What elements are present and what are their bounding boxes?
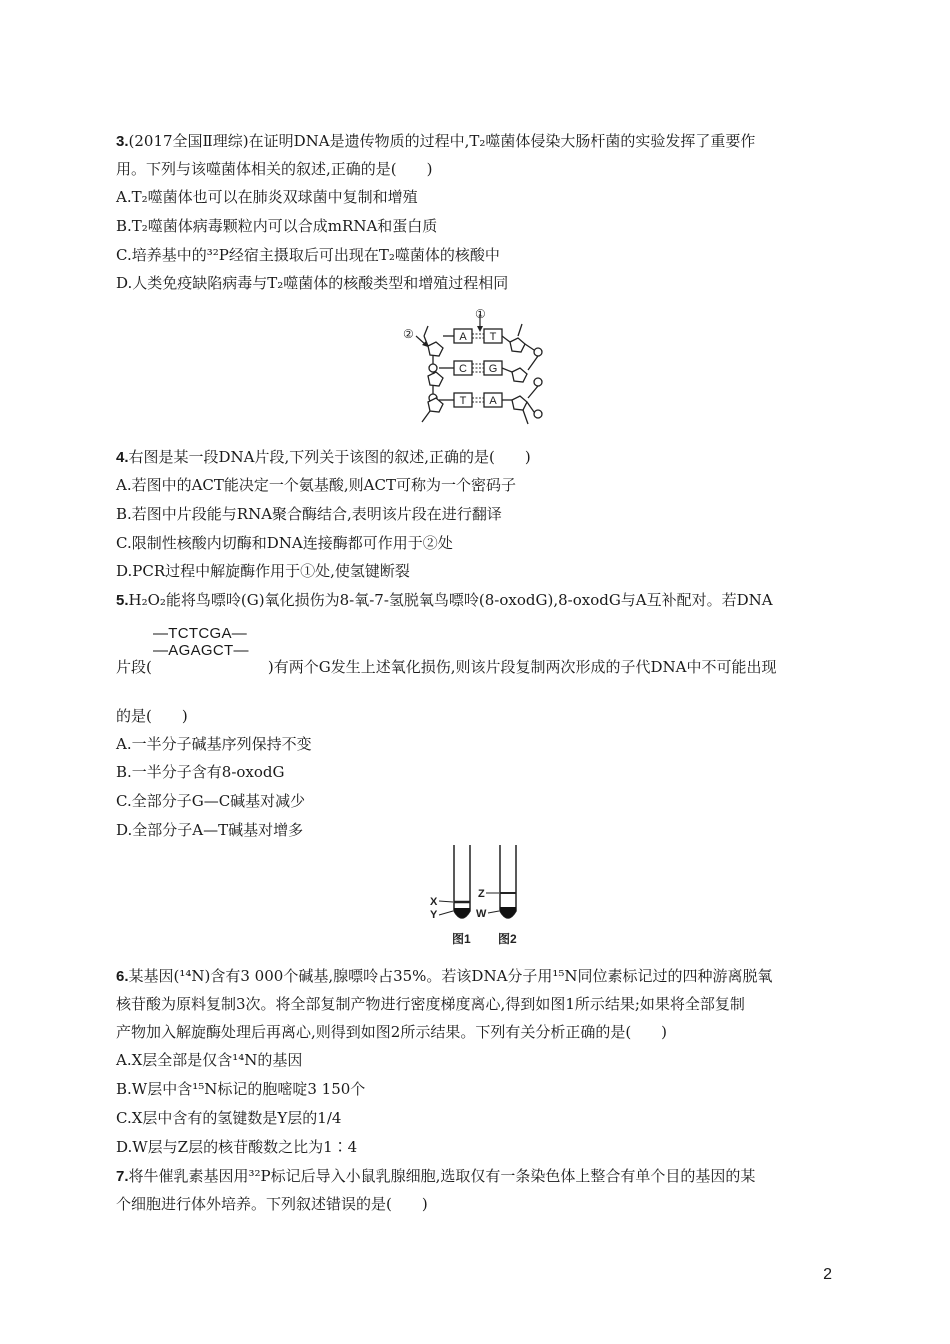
q4-number: 4. <box>116 449 129 466</box>
q5-stem-line1 <box>116 590 773 611</box>
base-pair-3-left: T <box>459 395 467 407</box>
right-sugar-1 <box>510 338 525 352</box>
marker-2-label: ② <box>403 327 414 341</box>
q5-stem-line2 <box>116 657 776 677</box>
left-sugar-2 <box>428 372 443 386</box>
q4-option-d: D.PCR过程中解旋酶作用于①处,使氢键断裂 <box>116 562 410 580</box>
q5-option-d: D.全部分子A—T碱基对增多 <box>116 821 304 839</box>
q5-stem-text1: H₂O₂能将鸟嘌呤(G)氧化损伤为8-氧-7-氢脱氧鸟嘌呤(8-oxodG),8-oxodG与A互补配对。若DNA <box>128 591 773 609</box>
base-pair-1-left: A <box>459 331 467 343</box>
tube-2-label-w: W <box>476 908 487 920</box>
q3-stem-line2: 用。下列与该噬菌体相关的叙述,正确的是( ) <box>116 160 433 178</box>
figure-1-caption: 图1 <box>452 932 471 946</box>
q6-option-d: D.W层与Z层的核苷酸数之比为1∶4 <box>116 1138 358 1156</box>
dna-sequence <box>153 625 269 661</box>
tube-2-label-z: Z <box>478 888 485 900</box>
q3-option-a: A.T₂噬菌体也可以在肺炎双球菌中复制和增殖 <box>116 188 418 206</box>
q5-option-a: A.一半分子碱基序列保持不变 <box>116 735 312 753</box>
dna-sequence-bottom: —AGAGCT— <box>153 642 249 659</box>
tube-2-band-w <box>500 907 516 918</box>
q6-stem-text1: 某基因(¹⁴N)含有3 000个碱基,腺嘌呤占35%。若该DNA分子用¹⁵N同位素标记过的四种游离脱氧 <box>128 967 773 985</box>
q6-stem-line2: 核苷酸为原料复制3次。将全部复制产物进行密度梯度离心,得到如图1所示结果;如果将全部复制 <box>116 995 745 1013</box>
q6-number: 6. <box>116 968 129 985</box>
q4-option-a: A.若图中的ACT能决定一个氨基酸,则ACT可称为一个密码子 <box>116 476 516 494</box>
dna-sequence-top: —TCTCGA— <box>153 625 248 642</box>
tube-1-label-y: Y <box>430 909 438 921</box>
tube-1-label-x: X <box>430 896 438 908</box>
q3-stem-line1 <box>116 131 755 152</box>
base-pair-2-right: G <box>488 363 498 375</box>
page-number: 2 <box>823 1266 832 1283</box>
q3-option-d: D.人类免疫缺陷病毒与T₂噬菌体的核酸类型和增殖过程相同 <box>116 274 509 292</box>
q5-stem-text2a: 片段( <box>116 658 152 676</box>
right-phosphate-2 <box>534 378 542 386</box>
q4-stem <box>116 447 531 468</box>
q3-option-c: C.培养基中的³²P经宿主摄取后可出现在T₂噬菌体的核酸中 <box>116 246 500 264</box>
right-phosphate-3 <box>534 410 542 418</box>
q6-stem-line3: 产物加入解旋酶处理后再离心,则得到如图2所示结果。下列有关分析正确的是( ) <box>116 1023 668 1041</box>
q6-stem-line1 <box>116 966 773 987</box>
q6-option-c: C.X层中含有的氢键数是Y层的1/4 <box>116 1109 342 1127</box>
tube-1-band-y <box>454 908 470 918</box>
q3-number: 3. <box>116 133 129 150</box>
q3-stem-text1: (2017全国Ⅱ理综)在证明DNA是遗传物质的过程中,T₂噬菌体侵染大肠杆菌的实验发挥了重要作 <box>128 132 756 150</box>
base-pair-1-right: T <box>489 331 497 343</box>
q5-stem-text2b: )有两个G发生上述氧化损伤,则该片段复制两次形成的子代DNA中不可能出现 <box>267 658 777 676</box>
right-sugar-3 <box>512 396 527 410</box>
right-sugar-2 <box>512 368 527 382</box>
q5-option-b: B.一半分子含有8-oxodG <box>116 763 285 781</box>
q6-option-b: B.W层中含¹⁵N标记的胞嘧啶3 150个 <box>116 1080 366 1098</box>
q4-option-c: C.限制性核酸内切酶和DNA连接酶都可作用于②处 <box>116 534 453 552</box>
marker-1-label: ① <box>475 307 486 321</box>
figure-2-caption: 图2 <box>498 932 517 946</box>
right-phosphate-1 <box>534 348 542 356</box>
q7-stem-line2: 个细胞进行体外培养。下列叙述错误的是( ) <box>116 1195 428 1213</box>
q4-option-b: B.若图中片段能与RNA聚合酶结合,表明该片段在进行翻译 <box>116 505 502 523</box>
q5-stem-line3: 的是( ) <box>116 707 188 725</box>
q4-stem-text: 右图是某一段DNA片段,下列关于该图的叙述,正确的是( ) <box>128 448 531 466</box>
left-phosphate-1 <box>429 364 437 372</box>
base-pair-3-right: A <box>489 395 497 407</box>
q3-option-b: B.T₂噬菌体病毒颗粒内可以合成mRNA和蛋白质 <box>116 217 438 235</box>
q5-option-c: C.全部分子G—C碱基对减少 <box>116 792 306 810</box>
q7-number: 7. <box>116 1168 129 1185</box>
q7-stem-line1 <box>116 1166 755 1187</box>
q5-number: 5. <box>116 592 129 609</box>
dna-fragment-figure <box>398 307 552 428</box>
centrifuge-tubes-figure <box>422 843 532 949</box>
tube-1 <box>454 845 470 918</box>
q6-option-a: A.X层全部是仅含¹⁴N的基因 <box>116 1051 303 1069</box>
q7-stem-text1: 将牛催乳素基因用³²P标记后导入小鼠乳腺细胞,选取仅有一条染色体上整合有单个目的基因的某 <box>128 1167 756 1185</box>
left-sugar-1 <box>428 342 443 356</box>
base-pair-2-left: C <box>459 363 467 375</box>
